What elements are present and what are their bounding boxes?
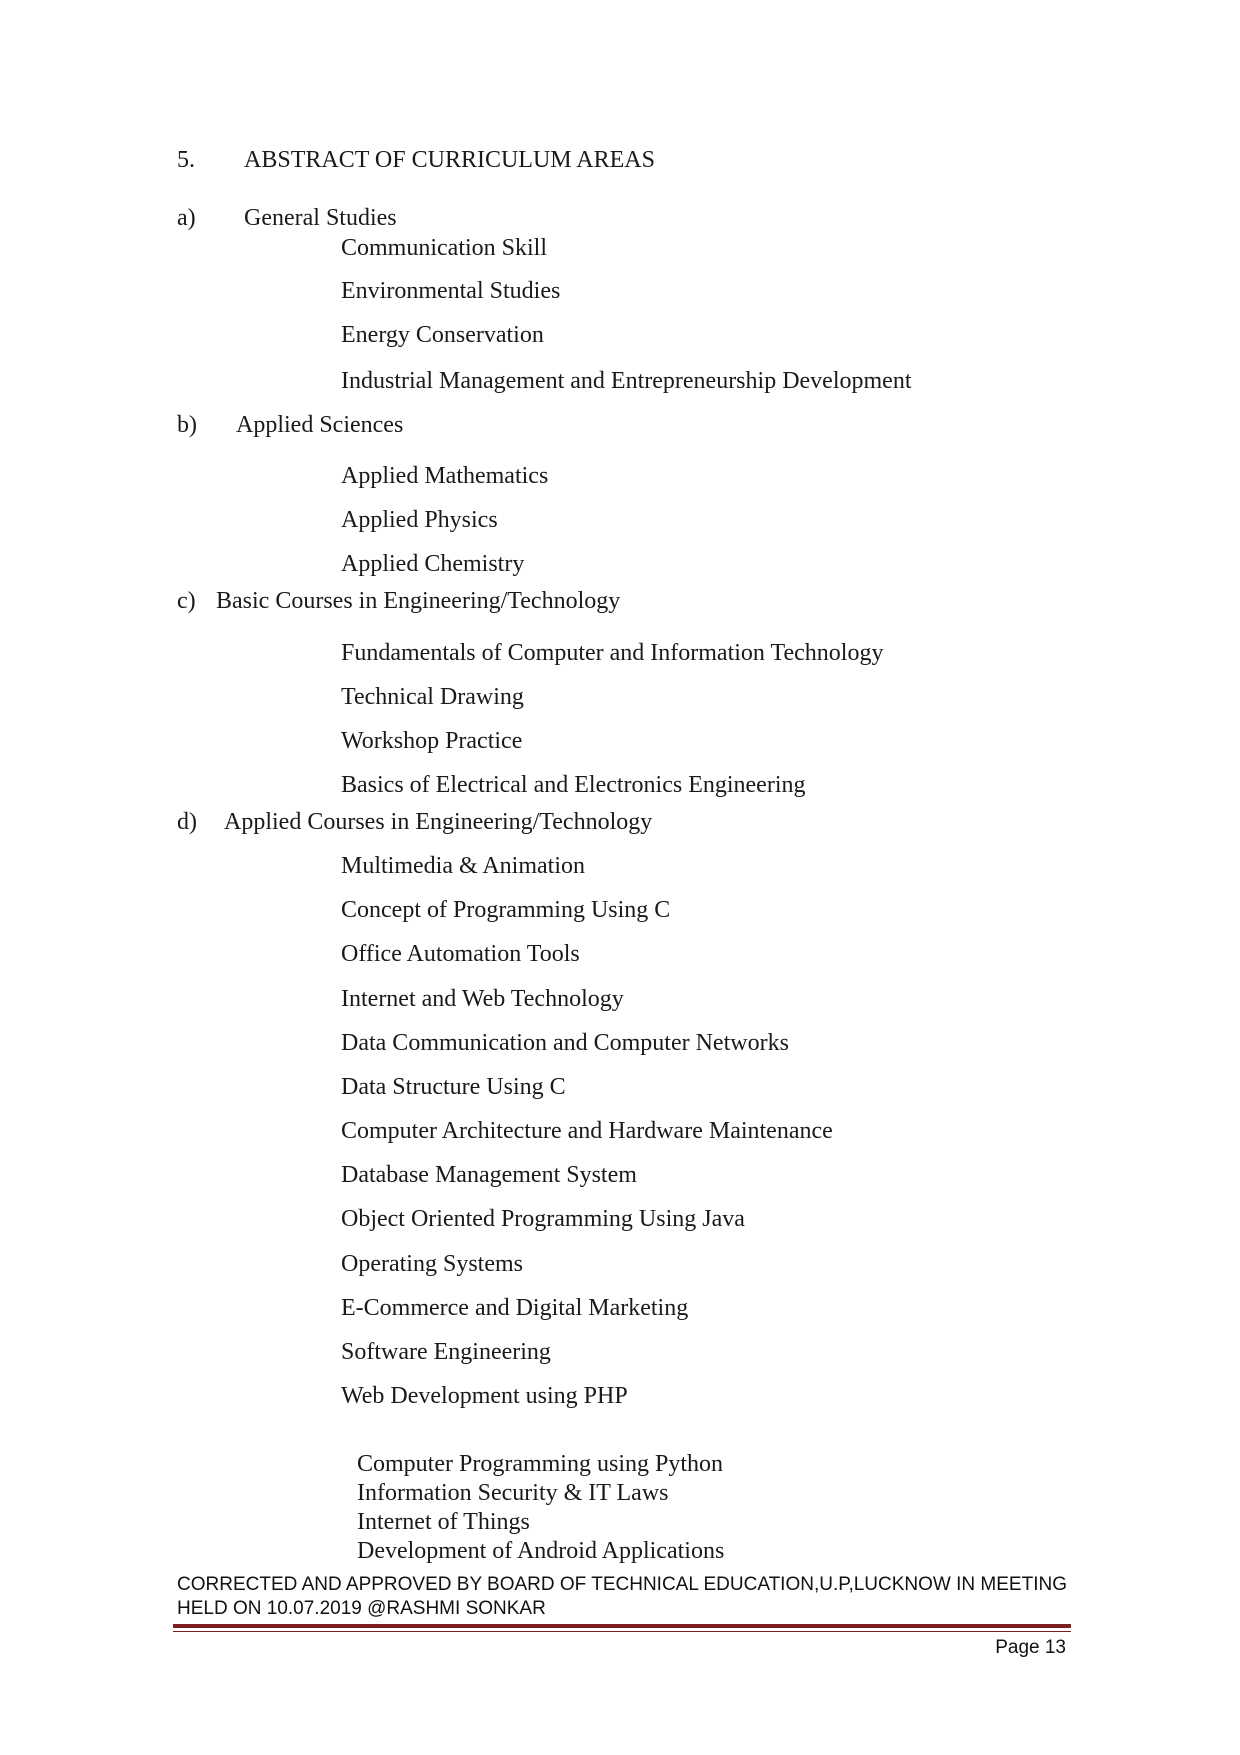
group-marker-c: c) [177,588,196,614]
list-item: Energy Conservation [341,322,544,348]
group-title-applied-courses: Applied Courses in Engineering/Technology [224,809,653,835]
group-title-applied-sciences: Applied Sciences [236,412,404,438]
list-item: Database Management System [341,1162,637,1188]
list-item: Operating Systems [341,1251,523,1277]
list-item: Software Engineering [341,1339,551,1365]
group-title-general-studies: General Studies [244,205,397,231]
list-item: Information Security & IT Laws [357,1480,669,1506]
list-item: Multimedia & Animation [341,853,585,879]
list-item: Internet and Web Technology [341,986,624,1012]
footer-rule-thick [173,1624,1071,1628]
list-item: Computer Architecture and Hardware Maintenance [341,1118,833,1144]
list-item: Data Communication and Computer Networks [341,1030,789,1056]
footer-approval-line2: HELD ON 10.07.2019 @RASHMI SONKAR [177,1598,546,1619]
list-item: Communication Skill [341,235,548,261]
list-item: Web Development using PHP [341,1383,628,1409]
group-marker-d: d) [177,809,197,835]
list-item: Concept of Programming Using C [341,897,671,923]
list-item: Applied Chemistry [341,551,525,577]
list-item: Technical Drawing [341,684,524,710]
section-number: 5. [177,147,195,173]
section-title: ABSTRACT OF CURRICULUM AREAS [244,147,655,173]
list-item: E-Commerce and Digital Marketing [341,1295,689,1321]
list-item: Workshop Practice [341,728,523,754]
list-item: Office Automation Tools [341,941,580,967]
list-item: Industrial Management and Entrepreneurship Development [341,368,912,394]
list-item: Basics of Electrical and Electronics Engineering [341,772,806,798]
list-item: Development of Android Applications [357,1538,725,1564]
page-number: Page 13 [995,1637,1066,1658]
list-item: Environmental Studies [341,278,561,304]
list-item: Internet of Things [357,1509,530,1535]
list-item: Object Oriented Programming Using Java [341,1206,745,1232]
list-item: Computer Programming using Python [357,1451,723,1477]
footer-rule-thin [173,1631,1071,1632]
footer-approval-line1: CORRECTED AND APPROVED BY BOARD OF TECHNICAL EDUCATION,U.P,LUCKNOW IN MEETING [177,1574,1067,1595]
list-item: Data Structure Using C [341,1074,566,1100]
group-marker-a: a) [177,205,196,231]
group-title-basic-courses: Basic Courses in Engineering/Technology [216,588,621,614]
list-item: Fundamentals of Computer and Information Technology [341,640,884,666]
list-item: Applied Physics [341,507,498,533]
group-marker-b: b) [177,412,197,438]
list-item: Applied Mathematics [341,463,549,489]
